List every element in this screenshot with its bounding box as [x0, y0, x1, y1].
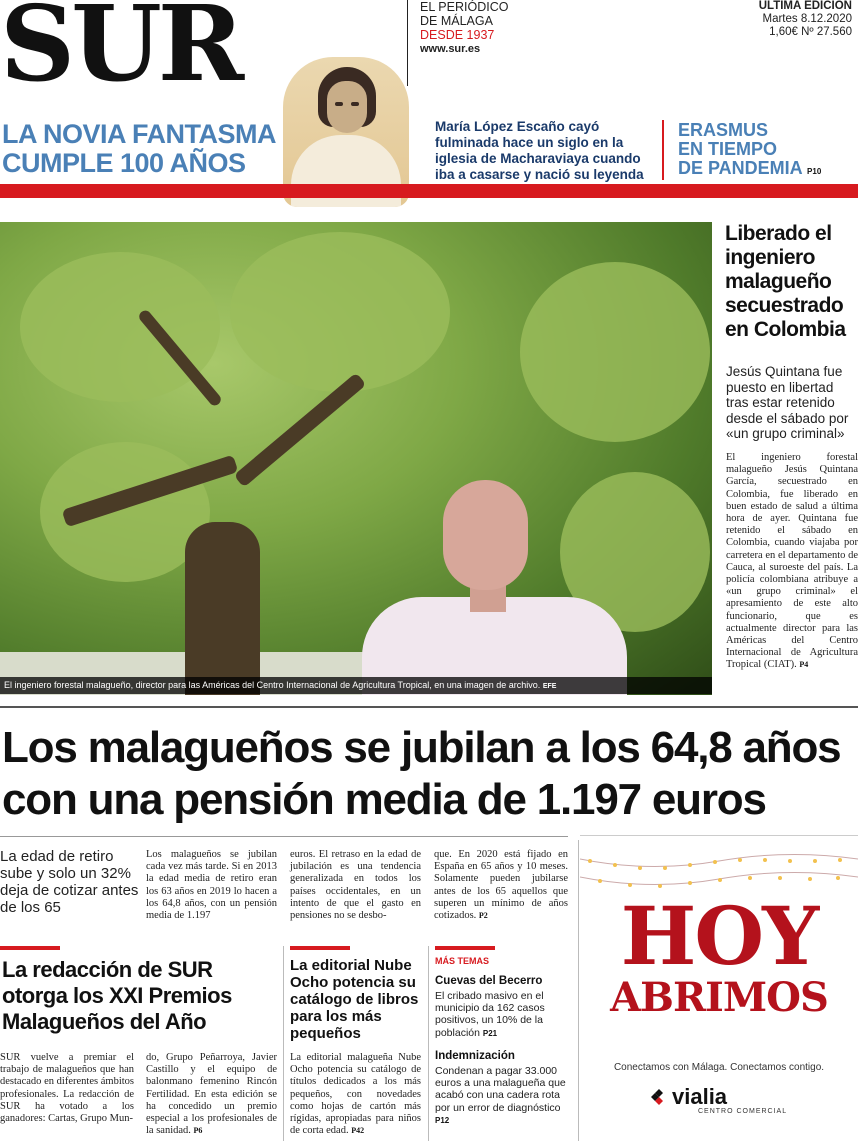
lead-headline[interactable]: Liberado el ingeniero malagueño secuestrado en Colombia	[725, 222, 846, 341]
lead-photo	[0, 222, 712, 695]
masthead-line2: DE MÁLAGA	[420, 14, 493, 28]
main-headline-line2: con una pensión media de 1.197 euros	[2, 775, 766, 824]
eye-left	[335, 102, 343, 106]
newspaper-logo: SUR	[0, 0, 241, 105]
vialia-advertisement[interactable]	[580, 835, 858, 1141]
eye-right	[351, 102, 359, 106]
erasmus-page-ref: P10	[807, 167, 822, 176]
erasmus-teaser[interactable]	[678, 121, 821, 181]
masthead-since: DESDE 1937	[420, 28, 495, 42]
masthead-web[interactable]: www.sur.es	[420, 43, 481, 55]
lead-page-ref: P4	[799, 660, 809, 670]
ad-headline-abrimos: ABRIMOS	[610, 974, 828, 1021]
masthead-info	[420, 0, 508, 56]
erasmus-line3: DE PANDEMIA	[678, 158, 803, 178]
photo-caption	[0, 677, 712, 694]
section-divider	[0, 836, 568, 837]
lead-body-text: El ingeniero forestal malagueño Jesús Quintana García, secuestrado en Colombia, fue liberado en buen estado de salud a última hora de ayer. Quintana fue retenido el sábado en Colombia, cuando viajaba por carretera en el departamento de Cauca, al suroeste del país. La policía colombiana atribuye a «un grupo criminal» el apresamiento de este alto funcionario, que es actualmente director para las Américas del Centro Internacional de Agricultura Tropical (CIAT).	[726, 452, 858, 671]
column-divider	[428, 946, 429, 1141]
main-headline[interactable]	[2, 722, 858, 826]
lead-subtitle: Jesús Quintana fue puesto en libertad tras estar retenido desde el sábado por «un grupo criminal»	[726, 364, 849, 441]
section-red-tick	[290, 946, 350, 950]
foliage	[520, 262, 710, 442]
lead-body	[726, 452, 858, 672]
tree-trunk	[185, 522, 260, 695]
mas-temas-item1-text: El cribado masivo en el municipio da 162 casos positivos, un 10% de la población	[435, 990, 545, 1039]
ad-brand: vialia	[672, 1084, 728, 1109]
masthead-line1: EL PERIÓDICO	[420, 0, 509, 14]
mas-temas-item1-body	[435, 990, 569, 1040]
nube-ocho-body	[290, 1052, 421, 1137]
masthead-divider	[407, 0, 408, 86]
mas-temas-item1-title[interactable]: Cuevas del Becerro	[435, 975, 543, 987]
pension-column-1: Los malagueños se jubilan cada vez más tarde. Si en 2013 la edad media de retiro eran los 63 años en 2019 lo hacen a los 64,8 años, con un pensión media de 1.197	[146, 849, 277, 922]
edition-price: 1,60€ Nº 27.560	[769, 26, 852, 38]
column-divider	[283, 946, 284, 1141]
nube-ocho-page-ref: P42	[351, 1126, 365, 1136]
premios-column-2-text: do, Grupo Peñarroya, Javier Castillo y el equipo de balonmano femenino Rincón Fertilidad. En esta edición se ha concedido un premio especial a los profesionales de la sanidad.	[146, 1052, 277, 1137]
erasmus-line1: ERASMUS	[678, 120, 769, 140]
erasmus-line2: EN TIEMPO	[678, 139, 778, 159]
nube-ocho-body-text: La editorial malagueña Nube Ocho potencia su catálogo de títulos dedicados a los más pequeños, con novedades como hojas de cartón más rígidas, apropiadas para niños de corta edad.	[290, 1052, 421, 1137]
ad-divider	[578, 840, 579, 1141]
mas-temas-label: MÁS TEMAS	[435, 956, 489, 966]
teaser-headline-line1: LA NOVIA FANTASMA	[2, 119, 276, 149]
premios-column-2	[146, 1052, 277, 1137]
foliage	[230, 232, 450, 392]
mas-temas-item2-body	[435, 1065, 569, 1127]
pension-column-2: euros. El retraso en la edad de jubilación es una tendencia generalizada en todos los países occidentales, en un intento de que el gasto en pensiones no se desbo-	[290, 849, 421, 922]
teaser-headline-line2: CUMPLE 100 AÑOS	[2, 148, 246, 178]
pension-subtitle: La edad de retiro sube y solo un 32% deja de cotizar antes de los 65	[0, 848, 139, 916]
section-divider	[0, 706, 858, 708]
edition-label: ÚLTIMA EDICIÓN	[758, 0, 852, 12]
edition-date: Martes 8.12.2020	[762, 13, 852, 25]
mas-temas-item2-text: Condenan a pagar 33.000 euros a una malagueña que acabó con una cadera rota por un error de diagnóstico	[435, 1065, 566, 1114]
edition-info	[759, 0, 852, 39]
section-red-tick	[435, 946, 495, 950]
string-lights-decoration	[580, 851, 858, 891]
ad-slogan: Conectamos con Málaga. Conectamos contigo.	[613, 1062, 825, 1073]
photo-credit: EFE	[542, 683, 557, 690]
tree-branch	[234, 372, 367, 487]
photo-caption-text: El ingeniero forestal malagueño, director para las Américas del Centro Internacional de Agricultura Tropical, en una imagen de archivo.	[4, 680, 541, 690]
ad-brand-subtitle: CENTRO COMERCIAL	[698, 1108, 788, 1115]
section-red-tick	[0, 946, 60, 950]
mas-temas-item2-page-ref: P12	[435, 1115, 450, 1125]
red-separator-bar	[0, 184, 858, 198]
teaser-headline[interactable]	[2, 120, 276, 178]
ad-headline-hoy: HOY	[620, 889, 818, 983]
face-shape	[327, 81, 367, 133]
pension-column-3-text: que. En 2020 está fijado en España en 65 años y 10 meses. Solamente pueden jubilarse antes de los 65 aquellos que superen un mínimo de años cotizados.	[434, 849, 568, 922]
teaser-text-body: María López Escaño cayó fulminada hace un siglo en la iglesia de Macharaviaya cuando iba a casarse y nació su leyenda	[435, 119, 644, 182]
nube-ocho-headline[interactable]: La editorial Nube Ocho potencia su catálogo de libros para los más pequeños	[290, 957, 419, 1042]
man-head	[443, 480, 528, 590]
premios-column-1: SUR vuelve a premiar el trabajo de malagueños que han destacado en diferentes ámbitos profesionales. La redacción de SUR ha votado a los ganadores: Cartas, Grupo Mun-	[0, 1052, 134, 1125]
vialia-logo-icon	[650, 1088, 668, 1106]
pension-column-3	[434, 849, 568, 922]
mas-temas-item1-page-ref: P21	[482, 1028, 498, 1038]
mas-temas-item2-title[interactable]: Indemnización	[435, 1050, 515, 1062]
premios-page-ref: P6	[193, 1126, 203, 1136]
premios-headline[interactable]: La redacción de SUR otorga los XXI Premios Malagueños del Año	[2, 957, 232, 1034]
main-headline-line1: Los malagueños se jubilan a los 64,8 años	[2, 723, 841, 772]
pension-page-ref: P2	[478, 911, 488, 921]
teaser-divider	[662, 120, 664, 180]
